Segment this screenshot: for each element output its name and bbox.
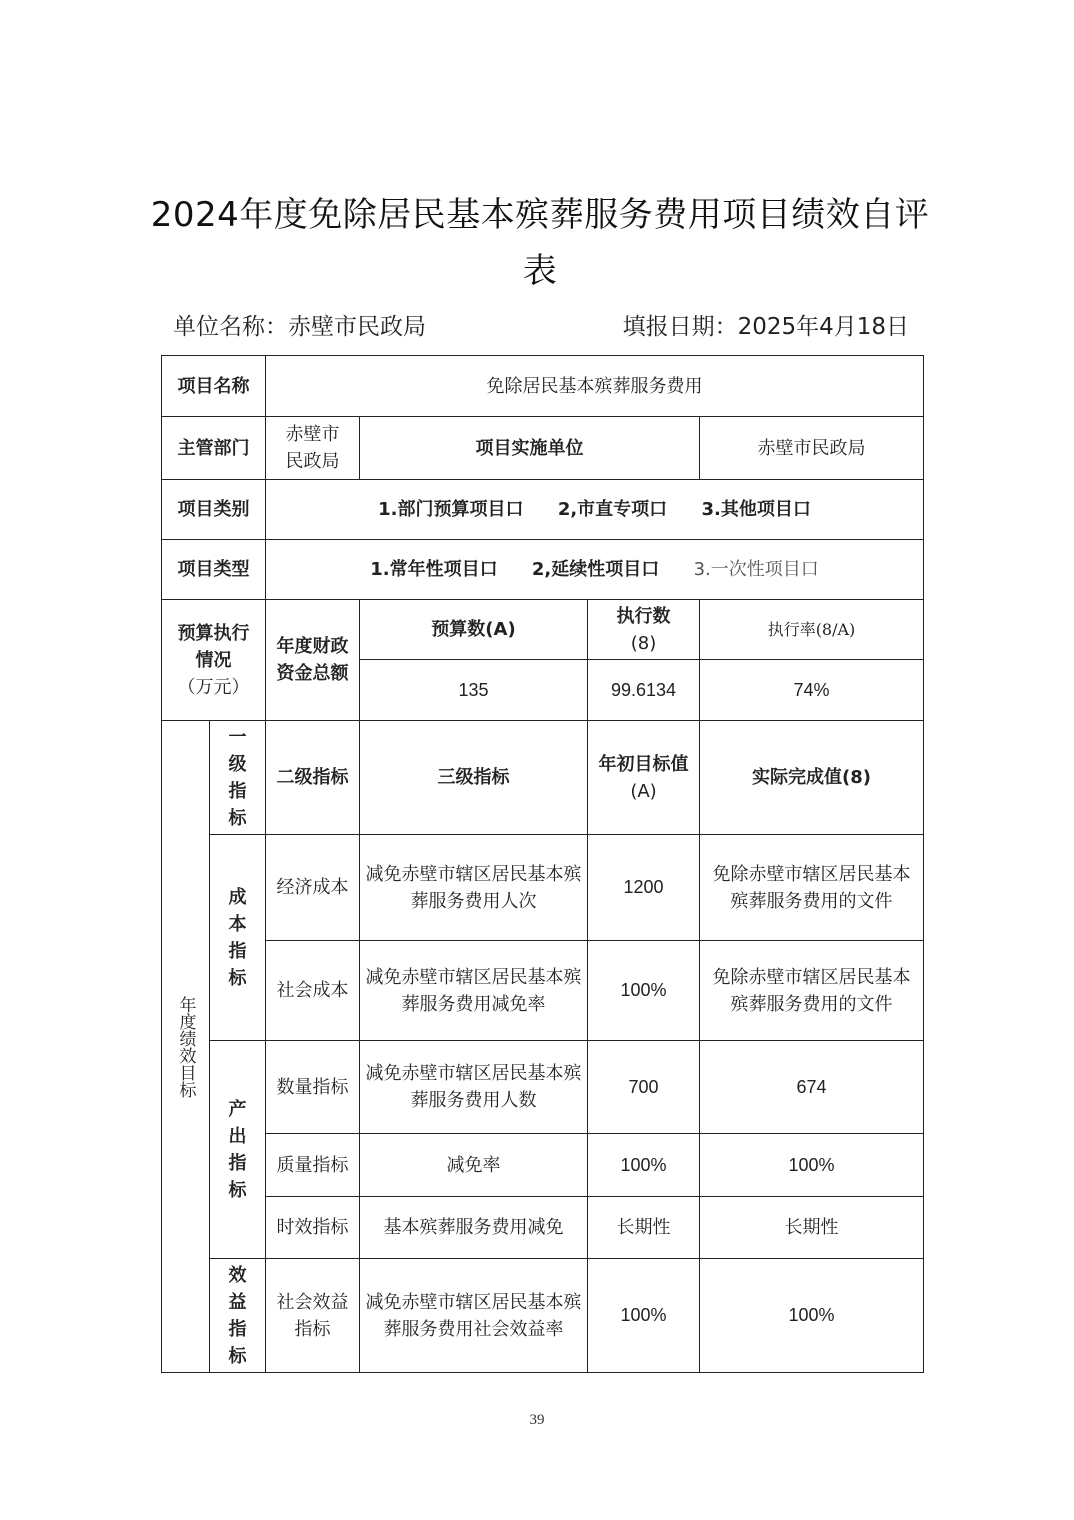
actual-cell: 长期性	[700, 1197, 924, 1259]
level1-char: 标	[228, 1345, 247, 1367]
document-title: 2024年度免除居民基本殡葬服务费用项目绩效自评	[150, 195, 930, 235]
level1-benefit-indicator	[210, 1259, 266, 1373]
table-row	[162, 1041, 924, 1134]
level3-cell: 减免赤壁市辖区居民基本殡葬服务费用人次	[360, 835, 588, 941]
table-row	[162, 1134, 924, 1197]
level1-cost-indicator	[210, 835, 266, 1041]
level2-cell: 质量指标	[266, 1134, 360, 1197]
level2-cell: 经济成本	[266, 835, 360, 941]
exec-header	[588, 600, 700, 660]
type-option-one-time[interactable]: 3.一次性项目口	[693, 559, 819, 580]
level1-char: 指	[228, 1152, 247, 1174]
level1-output-indicator	[210, 1041, 266, 1259]
annual-goal-text: 年度绩效目标	[175, 995, 196, 1098]
target-cell: 100%	[588, 941, 700, 1041]
target-header-line1: 年初目标值	[598, 753, 689, 775]
dept-label: 主管部门	[162, 417, 266, 480]
level2-cell: 数量指标	[266, 1041, 360, 1134]
level1-header	[210, 721, 266, 835]
level3-header: 三级指标	[360, 721, 588, 835]
level1-char: 指	[228, 940, 247, 962]
level3-cell: 减免赤壁市辖区居民基本殡葬服务费用减免率	[360, 941, 588, 1041]
level1-char: 级	[228, 753, 247, 775]
actual-cell: 免除赤壁市辖区居民基本殡葬服务费用的文件	[700, 941, 924, 1041]
budget-label-line1: 预算执行	[177, 622, 250, 644]
target-cell: 长期性	[588, 1197, 700, 1259]
row-department	[162, 417, 924, 480]
target-cell: 700	[588, 1041, 700, 1134]
level2-header: 二级指标	[266, 721, 360, 835]
rate-value: 74%	[700, 660, 924, 721]
annual-goal-label	[162, 721, 210, 1373]
level1-char: 标	[228, 807, 247, 829]
target-header-line2: (A)	[630, 780, 657, 802]
actual-cell: 100%	[700, 1134, 924, 1197]
level1-char: 指	[228, 1318, 247, 1340]
category-option-city-special[interactable]: 2,市直专项口	[557, 499, 668, 520]
level2-cell: 社会效益指标	[266, 1259, 360, 1373]
exec-header-line1: 执行数	[616, 605, 671, 627]
dept-value	[266, 417, 360, 480]
budget-value: 135	[360, 660, 588, 721]
actual-header: 实际完成值(8)	[700, 721, 924, 835]
level1-char: 成	[228, 886, 247, 908]
project-name-value: 免除居民基本殡葬服务费用	[266, 356, 924, 417]
fiscal-label-line1: 年度财政	[276, 636, 349, 657]
type-label: 项目类型	[162, 540, 266, 600]
dept-value-line2: 民政局	[285, 451, 340, 472]
budget-header: 预算数(A)	[360, 600, 588, 660]
level1-char: 益	[228, 1291, 247, 1313]
unit-name: 单位名称：赤壁市民政局	[173, 314, 426, 340]
target-cell: 100%	[588, 1134, 700, 1197]
row-budget-header	[162, 600, 924, 660]
target-cell: 100%	[588, 1259, 700, 1373]
level3-cell: 基本殡葬服务费用减免	[360, 1197, 588, 1259]
level1-char: 标	[228, 1179, 247, 1201]
exec-value: 99.6134	[588, 660, 700, 721]
table-row	[162, 1197, 924, 1259]
fiscal-label	[266, 600, 360, 721]
level1-char: 本	[228, 913, 247, 935]
impl-value: 赤壁市民政局	[700, 417, 924, 480]
budget-label-line2: 情况	[195, 649, 232, 671]
level2-cell: 时效指标	[266, 1197, 360, 1259]
level3-cell: 减免率	[360, 1134, 588, 1197]
level1-char: 出	[228, 1125, 247, 1147]
rate-header: 执行率(8/A)	[700, 600, 924, 660]
dept-value-line1: 赤壁市	[285, 424, 340, 445]
fiscal-label-line2: 资金总额	[276, 663, 349, 684]
actual-cell: 674	[700, 1041, 924, 1134]
table-row	[162, 1259, 924, 1373]
fill-date: 填报日期：2025年4月18日	[622, 314, 909, 340]
level3-cell: 减免赤壁市辖区居民基本殡葬服务费用人数	[360, 1041, 588, 1134]
actual-cell: 免除赤壁市辖区居民基本殡葬服务费用的文件	[700, 835, 924, 941]
category-option-other[interactable]: 3.其他项目口	[701, 499, 811, 520]
page-number: 39	[529, 1412, 545, 1428]
row-indicator-header	[162, 721, 924, 835]
document-title-continued: 表	[522, 251, 558, 291]
row-type	[162, 540, 924, 600]
level1-char: 产	[228, 1098, 247, 1120]
level1-char: 一	[228, 726, 247, 748]
type-options	[266, 540, 924, 600]
project-name-label: 项目名称	[162, 356, 266, 417]
impl-label: 项目实施单位	[360, 417, 700, 480]
row-project-name	[162, 356, 924, 417]
category-options	[266, 480, 924, 540]
table-row	[162, 835, 924, 941]
performance-table	[161, 355, 924, 1373]
category-option-dept-budget[interactable]: 1.部门预算项目口	[378, 499, 524, 520]
budget-label	[162, 600, 266, 721]
exec-header-line2: (8)	[630, 632, 657, 654]
budget-label-line3: （万元）	[177, 676, 250, 698]
level3-cell: 减免赤壁市辖区居民基本殡葬服务费用社会效益率	[360, 1259, 588, 1373]
target-header	[588, 721, 700, 835]
type-option-recurring[interactable]: 1.常年性项目口	[370, 559, 498, 580]
actual-cell: 100%	[700, 1259, 924, 1373]
row-category	[162, 480, 924, 540]
level1-char: 指	[228, 780, 247, 802]
target-cell: 1200	[588, 835, 700, 941]
table-row	[162, 941, 924, 1041]
type-option-continuing[interactable]: 2,延续性项目口	[531, 559, 660, 580]
level2-cell: 社会成本	[266, 941, 360, 1041]
level1-char: 标	[228, 967, 247, 989]
category-label: 项目类别	[162, 480, 266, 540]
level1-char: 效	[228, 1264, 247, 1286]
